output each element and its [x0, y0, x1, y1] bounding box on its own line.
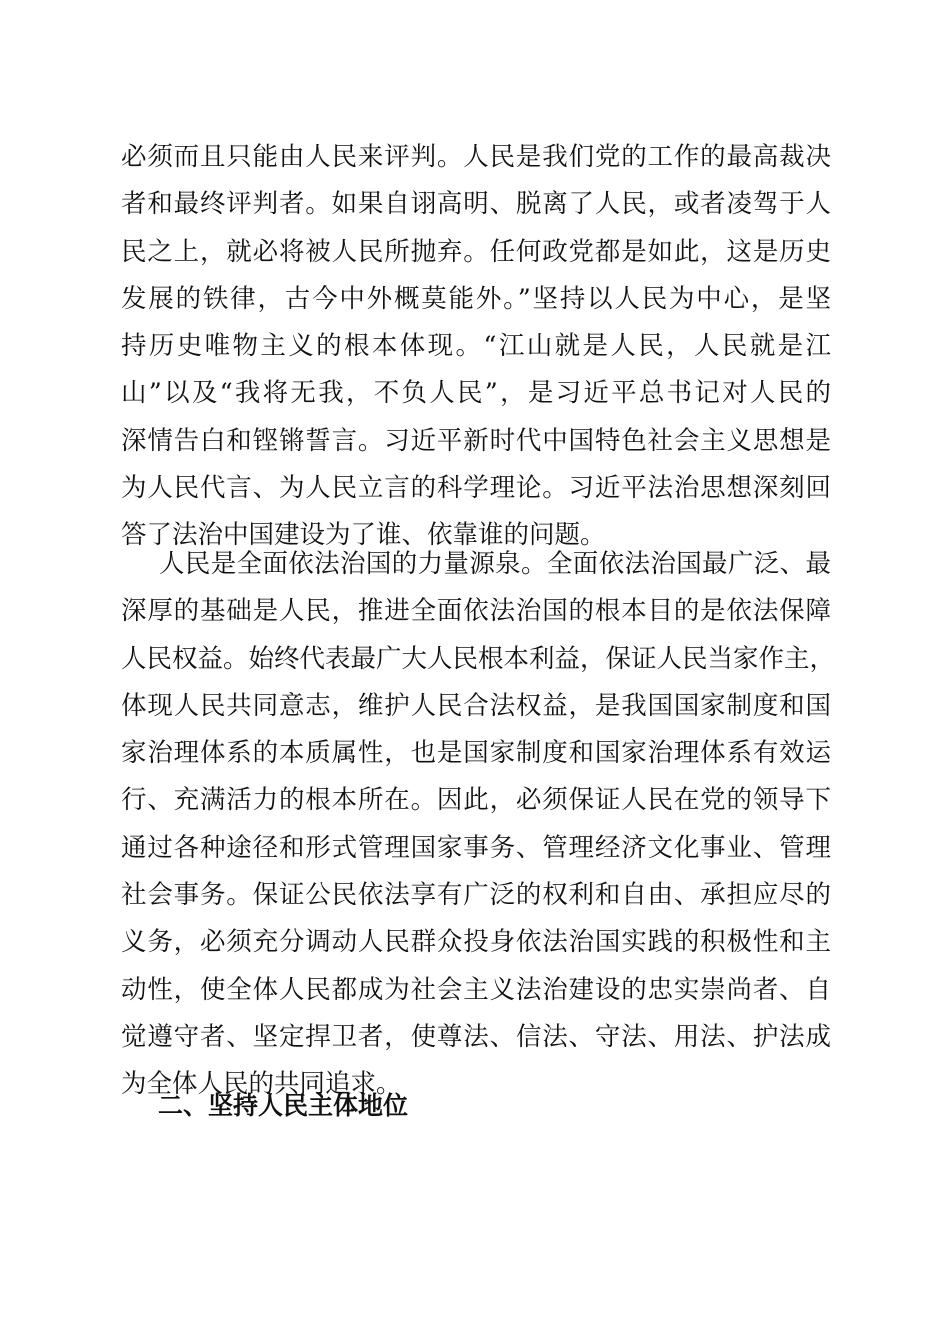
- paragraph-line: 必须而且只能由人民来评判。人民是我们党的工作的最高裁决: [121, 142, 831, 172]
- paragraph-line: 家治理体系的本质属性，也是国家制度和国家治理体系有效运: [121, 738, 831, 769]
- paragraph-line: 觉遵守者、坚定捍卫者，使尊法、信法、守法、用法、护法成: [121, 1021, 831, 1052]
- paragraph-line: 通过各种途径和形式管理国家事务、管理经济文化事业、管理: [121, 832, 831, 863]
- paragraph-line: 人民权益。始终代表最广大人民根本利益，保证人民当家作主，: [121, 643, 836, 674]
- paragraph-line: 者和最终评判者。如果自诩高明、脱离了人民，或者凌驾于人: [121, 189, 831, 220]
- paragraph-1: [121, 134, 831, 560]
- paragraph-line: 体现人民共同意志，维护人民合法权益，是我国国家制度和国: [121, 690, 831, 721]
- paragraph-line: 发展的铁律，古今中外概莫能外。”坚持以人民为中心，是坚: [121, 283, 831, 314]
- paragraph-line: 人民是全面依法治国的力量源泉。全面依法治国最广泛、最: [159, 549, 831, 579]
- paragraph-line: 山”以及“我将无我，不负人民”，是习近平总书记对人民的: [121, 378, 831, 409]
- paragraph-line: 行、充满活力的根本所在。因此，必须保证人民在党的领导下: [121, 785, 831, 816]
- paragraph-line: 为人民代言、为人民立言的科学理论。习近平法治思想深刻回: [121, 473, 831, 504]
- paragraph-line: 为全体人民的共同追求。: [121, 1069, 402, 1100]
- paragraph-line: 义务，必须充分调动人民群众投身依法治国实践的积极性和主: [121, 927, 831, 958]
- paragraph-line: 社会事务。保证公民依法享有广泛的权利和自由、承担应尽的: [121, 880, 831, 911]
- paragraph-line: 动性，使全体人民都成为社会主义法治建设的忠实崇尚者、自: [121, 974, 831, 1005]
- section-heading: 二、坚持人民主体地位: [158, 1091, 409, 1120]
- paragraph-2: [121, 541, 836, 1109]
- paragraph-line: 答了法治中国建设为了谁、依靠谁的问题。: [121, 520, 606, 551]
- paragraph-line: 民之上，就必将被人民所抛弃。任何政党都是如此，这是历史: [121, 236, 831, 267]
- paragraph-line: 深厚的基础是人民，推进全面依法治国的根本目的是依法保障: [121, 596, 831, 627]
- paragraph-line: 持历史唯物主义的根本体现。“江山就是人民，人民就是江: [121, 331, 831, 362]
- paragraph-line: 深情告白和铿锵誓言。习近平新时代中国特色社会主义思想是: [121, 425, 831, 456]
